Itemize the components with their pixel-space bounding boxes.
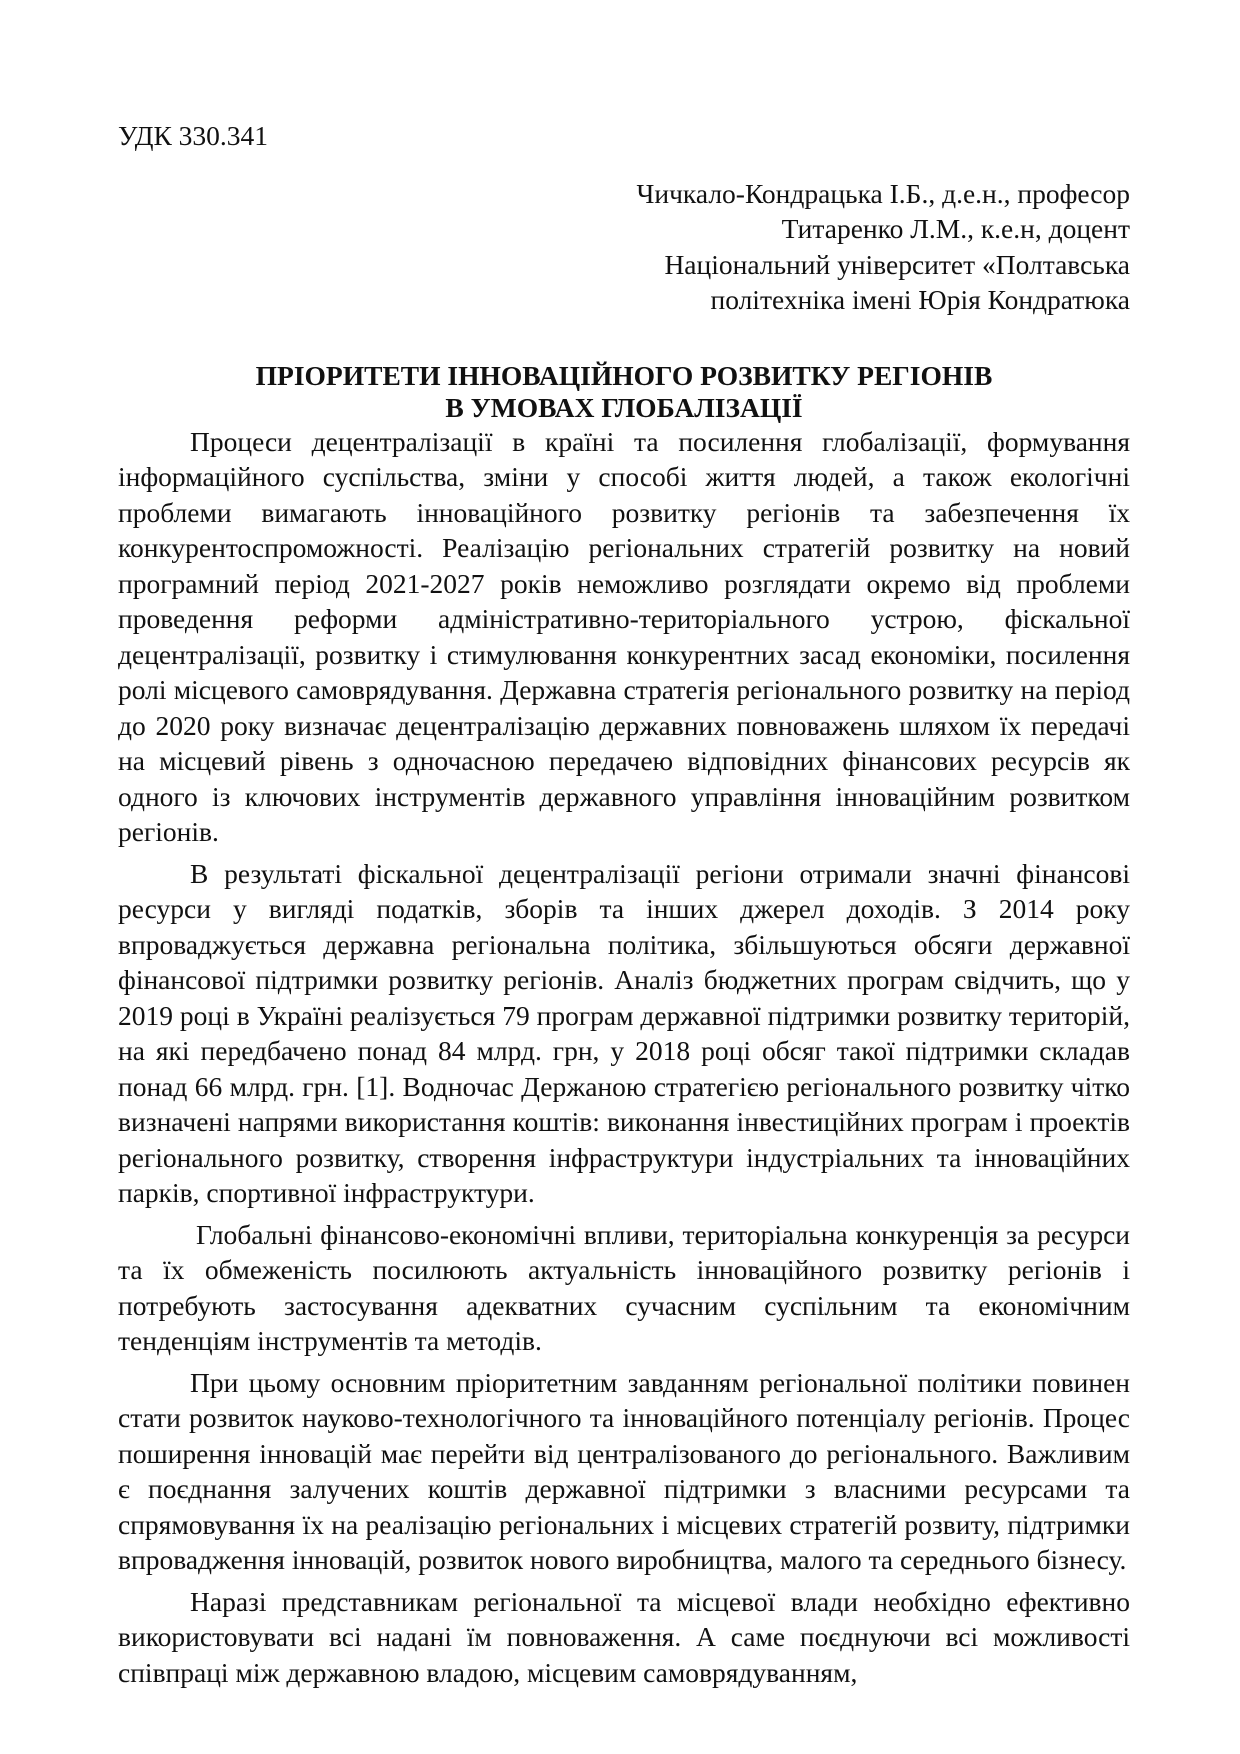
paragraph-2: В результаті фіскальної децентралізації регіони отримали значні фінансові ресурси у вигляді податків, зборів та інших джерел доходів. З 2014 року впроваджується державна регіональна політика, збільшуються обсяги державної фінансової підтримки розвитку регіонів. Аналіз бюджетних програм свідчить, що у 2019 році в Україні реалізується 79 програм державної підтримки розвитку територій, на які передбачено понад 84 млрд. грн, у 2018 році обсяг такої підтримки складав понад 66 млрд. грн. [1]. Водночас Держаною стратегією регіонального розвитку чітко визначені напрями використання коштів: виконання інвестиційних програм і проектів регіонального розвитку, створення інфраструктури індустріальних та інноваційних парків, спортивної інфраструктури.	[118, 857, 1130, 1208]
author-block	[118, 176, 1130, 318]
title-line-2: В УМОВАХ ГЛОБАЛІЗАЦІЇ	[445, 391, 803, 423]
affiliation-line-1: Національний університет «Полтавська	[664, 248, 1130, 280]
paragraph-5: Наразі представникам регіональної та місцевої влади необхідно ефективно використовувати всі надані їм повноваження. А саме поєднуючи всі можливості співпраці між державною владою, місцевим самоврядуванням,	[118, 1585, 1130, 1688]
author-line-1: Чичкало-Кондрацька І.Б., д.е.н., професор	[636, 177, 1130, 209]
article-title	[118, 360, 1130, 424]
paragraph-1: Процеси децентралізації в країні та посилення глобалізації, формування інформаційного суспільства, зміни у способі життя людей, а також екологічні проблеми вимагають інноваційного розвитку регіонів та забезпечення їх конкурентоспроможності. Реалізацію регіональних стратегій розвитку на новий програмний період 2021-2027 років неможливо розглядати окремо від проблеми проведення реформи адміністративно-територіального устрою, фіскальної децентралізації, розвитку і стимулювання конкурентних засад економіки, посилення ролі місцевого самоврядування. Державна стратегія регіонального розвитку на період до 2020 року визначає децентралізацію державних повноважень шляхом їх передачі на місцевий рівень з одночасною передачею відповідних фінансових ресурсів як одного із ключових інструментів державного управління інноваційним розвитком регіонів.	[118, 425, 1130, 847]
article-body	[118, 424, 1130, 1691]
author-line-2: Титаренко Л.М., к.е.н, доцент	[781, 213, 1130, 244]
affiliation-line-2: політехніка імені Юрія Кондратюка	[710, 284, 1130, 315]
udc-code: УДК 330.341	[118, 120, 269, 151]
document-page	[118, 118, 1130, 1690]
paragraph-3: Глобальні фінансово-економічні впливи, територіальна конкуренція за ресурси та їх обмеженість посилюють актуальність інноваційного розвитку регіонів і потребують застосування адекватних сучасним суспільним та економічним тенденціям інструментів та методів.	[118, 1218, 1130, 1356]
title-line-1: ПРІОРИТЕТИ ІННОВАЦІЙНОГО РОЗВИТКУ РЕГІОНІВ	[255, 359, 993, 391]
paragraph-4: При цьому основним пріоритетним завданням регіональної політики повинен стати розвиток науково-технологічного та інноваційного потенціалу регіонів. Процес поширення інновацій має перейти від централізованого до регіонального. Важливим є поєднання залучених коштів державної підтримки з власними ресурсами та спрямовування їх на реалізацію регіональних і місцевих стратегій розвиту, підтримки впровадження інновацій, розвиток нового виробництва, малого та середнього бізнесу.	[118, 1366, 1130, 1575]
